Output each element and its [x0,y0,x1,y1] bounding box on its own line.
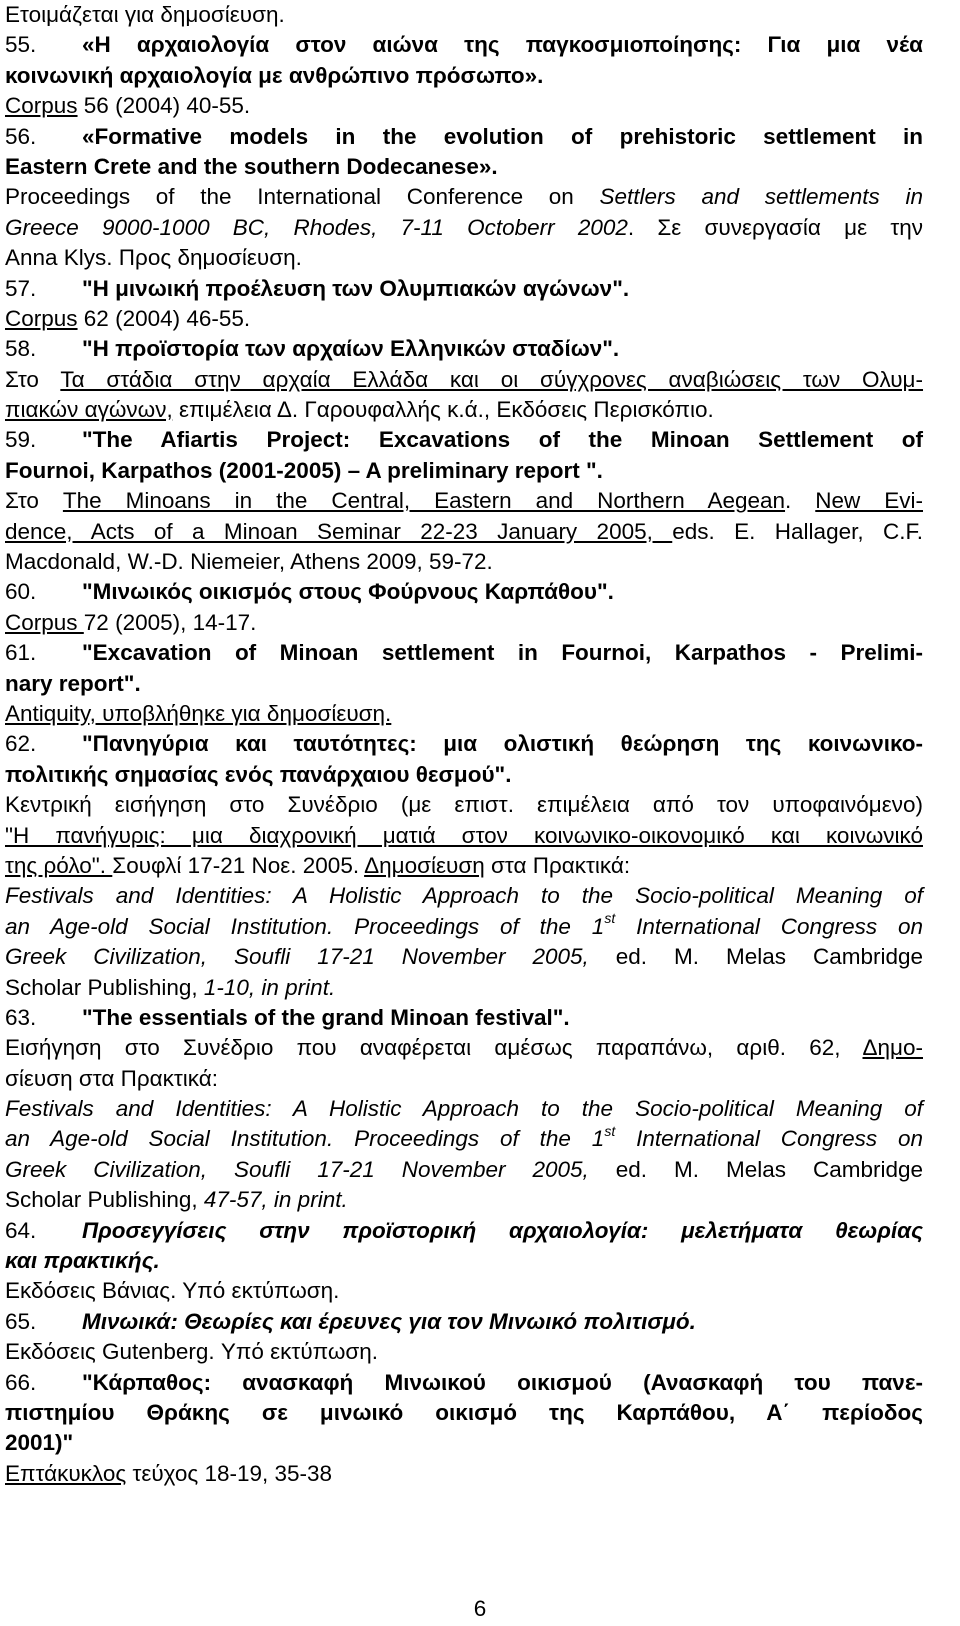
entry-66-source: Επτάκυκλος τεύχος 18-19, 35-38 [5,1460,333,1486]
entry-62-source: της ρόλο". Σουφλί 17-21 Νοε. 2005. Δημοσίευση στα Πρακτικά: [5,852,631,878]
entry-66-title-cont: 2001)" [5,1430,74,1456]
entry-63-title: 63. "The essentials of the grand Minoan festival". [5,1003,923,1033]
entry-60-title: 60. "Μινωικός οικισμός στους Φούρνους Καρπάθου". [5,577,923,607]
entry-number: 64. [5,1217,37,1243]
entry-63-source: an Age-old Social Institution. Proceedings of the 1st International Congress on [5,1122,923,1152]
entry-number: 63. [5,1004,37,1030]
entry-61-source: Antiquity, υποβλήθηκε για δημοσίευση. [5,700,392,726]
entry-56-title-cont: Eastern Crete and the southern Dodecanese». [5,153,498,179]
entry-66-title-cont: πιστημίου Θράκης σε μινωικό οικισμό της Καρπάθου, Α΄ περίοδος [5,1399,923,1425]
entry-number: 57. [5,275,37,301]
entry-63-source: Greek Civilization, Soufli 17-21 November 2005, ed. M. Melas Cambridge [5,1156,923,1182]
entry-number: 58. [5,336,37,362]
entry-64-source: Εκδόσεις Βάνιας. Υπό εκτύπωση. [5,1278,340,1304]
entry-59-source: dence, Acts of a Minoan Seminar 22-23 January 2005, eds. E. Hallager, C.F. [5,518,923,544]
entry-61-title: 61. "Excavation of Minoan settlement in Fournoi, Karpathos - Prelimi- [5,638,923,668]
entry-62-source: Greek Civilization, Soufli 17-21 November 2005, ed. M. Melas Cambridge [5,944,923,970]
entry-62-source: "Η πανήγυρις: μια διαχρονική ματιά στον κοινωνικο-οικονομικό και κοινωνικό [5,822,923,848]
entry-59-title: 59. "The Afiartis Project: Excavations of the Minoan Settlement of [5,425,923,455]
entry-62-title: 62. "Πανηγύρια και ταυτότητες: μια ολιστική θεώρηση της κοινωνικο- [5,729,923,759]
entry-60-source: Corpus 72 (2005), 14-17. [5,609,257,635]
entry-56-source: Greece 9000-1000 BC, Rhodes, 7-11 Octoberr 2002. Σε συνεργασία με την [5,214,924,240]
entry-number: 62. [5,731,37,757]
entry-number: 60. [5,579,37,605]
entry-58-title: 58. "Η προϊστορία των αρχαίων Ελληνικών σταδίων". [5,334,923,364]
entry-57-title: 57. "Η μινωική προέλευση των Ολυμπιακών αγώνων". [5,274,923,304]
entry-55-source: Corpus 56 (2004) 40-55. [5,93,251,119]
entry-58-source: Στο Τα στάδια στην αρχαία Ελλάδα και οι σύγχρονες αναβιώσεις των Ολυμ- [5,366,924,392]
entry-59-source: Macdonald, W.-D. Niemeier, Athens 2009, 59-72. [5,549,493,575]
entry-56-source: Proceedings of the International Conference on Settlers and settlements in [5,184,923,210]
entry-57-source: Corpus 62 (2004) 46-55. [5,305,251,331]
entry-64-title-cont: και πρακτικής. [5,1248,160,1274]
entry-62-title-cont: πολιτικής σημασίας ενός πανάρχαιου θεσμού". [5,761,512,787]
entry-66-title: 66. "Κάρπαθος: ανασκαφή Μινωικού οικισμού (Ανασκαφή του πανε- [5,1368,923,1398]
entry-59-source: Στο The Minoans in the Central, Eastern and Northern Aegean. New Evi- [5,488,923,514]
entry-number: 66. [5,1369,37,1395]
entry-62-source: Κεντρική εισήγηση στο Συνέδριο (με επιστ. επιμέλεια από τον υποφαινόμενο) [5,792,923,818]
entry-63-source: Εισήγηση στο Συνέδριο που αναφέρεται αμέσως παραπάνω, αριθ. 62, Δημο- [5,1035,923,1061]
entry-63-source: σίευση στα Πρακτικά: [5,1065,219,1091]
entry-65-title: 65. Μινωικά: Θεωρίες και έρευνες για τον Μινωικό πολιτισμό. [5,1307,923,1337]
entry-number: 59. [5,427,37,453]
entry-number: 65. [5,1308,37,1334]
entry-number: 55. [5,32,37,58]
entry-62-source: Scholar Publishing, 1-10, in print. [5,974,336,1000]
entry-58-source: πιακών αγώνων, επιμέλεια Δ. Γαρουφαλλής κ.ά., Εκδόσεις Περισκόπιο. [5,397,714,423]
document-page [5,0,923,1489]
text-line: Ετοιμάζεται για δημοσίευση. [5,2,285,27]
entry-63-source: Scholar Publishing, 47-57, in print. [5,1187,348,1213]
entry-number: 56. [5,123,37,149]
entry-62-source: an Age-old Social Institution. Proceedings of the 1st International Congress on [5,910,923,939]
entry-55-title-cont: κοινωνική αρχαιολογία με ανθρώπινο πρόσωπο». [5,62,544,88]
page-number: 6 [473,1596,487,1621]
entry-65-source: Εκδόσεις Gutenberg. Υπό εκτύπωση. [5,1339,379,1365]
entry-59-title-cont: Fournoi, Karpathos (2001-2005) – A preliminary report ". [5,457,603,483]
entry-64-title: 64. Προσεγγίσεις στην προϊστορική αρχαιολογία: μελετήματα θεωρίας [5,1216,923,1246]
entry-61-title-cont: nary report". [5,670,141,696]
entry-56-title: 56. «Formative models in the evolution of prehistoric settlement in [5,122,923,152]
entry-55-title: 55. «Η αρχαιολογία στον αιώνα της παγκοσμιοποίησης: Για μια νέα [5,30,923,60]
entry-56-source: Anna Klys. Προς δημοσίευση. [5,245,302,271]
entry-63-source: Festivals and Identities: A Holistic Approach to the Socio-political Meaning of [5,1096,923,1122]
entry-number: 61. [5,640,37,666]
entry-62-source: Festivals and Identities: A Holistic Approach to the Socio-political Meaning of [5,883,923,909]
